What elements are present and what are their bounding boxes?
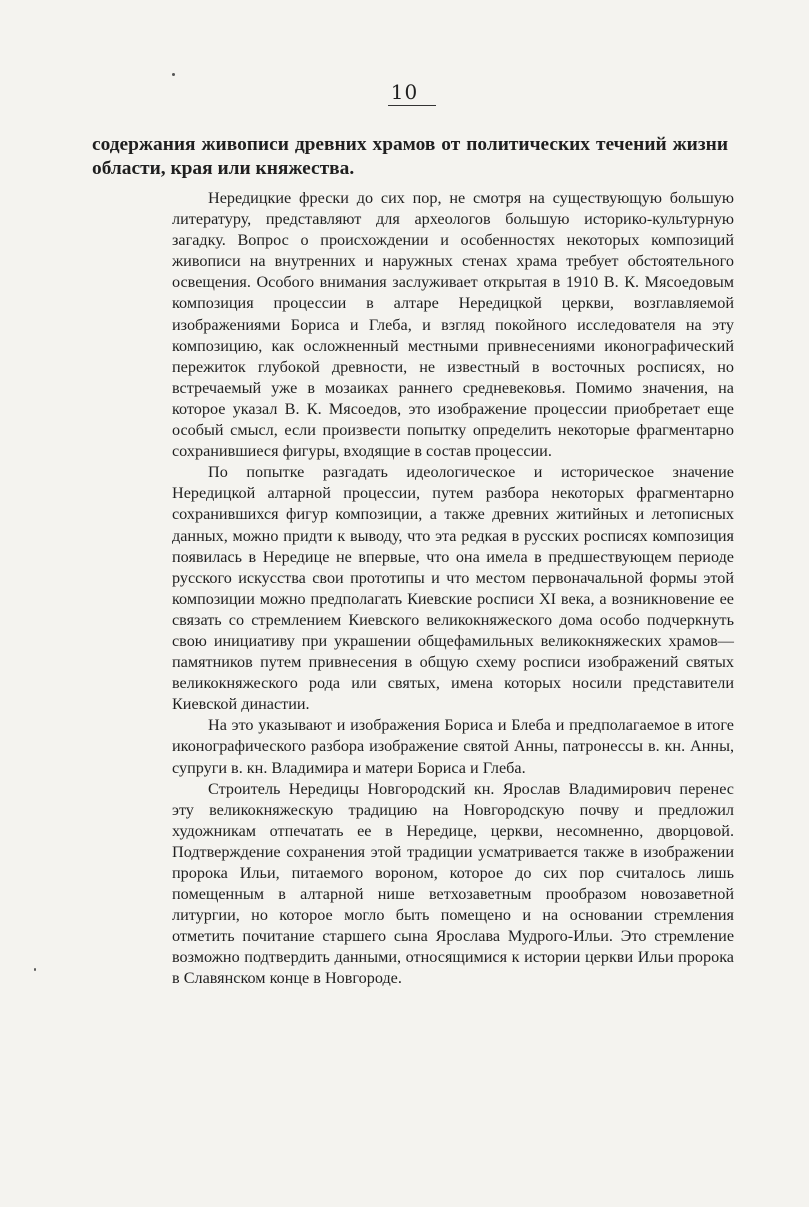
- scan-speck: [172, 73, 175, 76]
- paragraph-4: Строитель Нередицы Новгородский кн. Ярослав Владимирович перенес эту великокняжескую традицию на Новгородскую почву и предложил художникам отпечатать ее в Нередице, церкви, несомненно, дворцовой. Подтверждение сохранения этой традиции усматривается также в изображении пророка Ильи, питаемого вороном, которое до сих пор считалось лишь помещенным в алтарной нише ветхозаветным прообразом новозаветной литургии, но которое могло быть помещено и на основании стремления отметить почитание старшего сына Ярослава Мудрого-Ильи. Это стремление возможно подтвердить данными, относящимися к истории церкви Ильи пророка в Славянском конце в Новгороде.: [172, 779, 734, 988]
- page-number: 10: [390, 80, 419, 104]
- paragraph-3: На это указывают и изображения Бориса и Блеба и предполагаемое в итоге иконографического разбора изображение святой Анны, патронессы в. кн. Анны, супруги в. кн. Владимира и матери Бориса и Глеба.: [172, 716, 734, 777]
- body-text: [172, 188, 734, 990]
- paragraph-2: По попытке разгадать идеологическое и историческое значение Нередицкой алтарной процессии, путем разбора некоторых фрагментарно сохранившихся фигур композиции, а также древних житийных и летописных данных, можно придти к выводу, что эта редкая в русских росписях композиция появилась в Нередице не впервые, что она имела в предшествующем периоде русского искусства свои прототипы и что местом первоначальной формы этой композиции можно предполагать Киевские росписи XI века, а возникновение ее связать со стремлением Киевского великокняжеского дома особо подчеркнуть свою инициативу при украшении общефамильных великокняжеских храмов—памятников путем привнесения в общую схему росписи изображений святых великокняжеского рода или святых, имена которых носили представители Киевской династии.: [172, 463, 734, 714]
- paragraph-1: Нередицкие фрески до сих пор, не смотря на существующую большую литературу, представляют для археологов большую историко-культурную загадку. Вопрос о происхождении и особенностях некоторых композиций живописи на внутренних и наружных стенах храма требует обстоятельного освещения. Особого внимания заслуживает открытая в 1910 В. К. Мясоедовым композиция процессии в алтаре Нередицкой церкви, возглавляемой изображениями Бориса и Глеба, и взгляд покойного исследователя на эту композицию, как осложненный местными привнесениями иконографический пережиток глубокой древности, не известный в восточных росписях, но встречаемый уже в мозаиках раннего средневековья. Помимо значения, на которое указал В. К. Мясоедов, это изображение процессии приобретает еще особый смысл, если произвести попытку определить некоторые фрагментарно сохранившиеся фигуры, входящие в состав процессии.: [172, 189, 734, 461]
- page-number-underline: [388, 105, 436, 106]
- scan-speck: [34, 968, 36, 971]
- lead-paragraph: содержания живописи древних храмов от политических течений жизни области, края или княжества.: [92, 134, 728, 179]
